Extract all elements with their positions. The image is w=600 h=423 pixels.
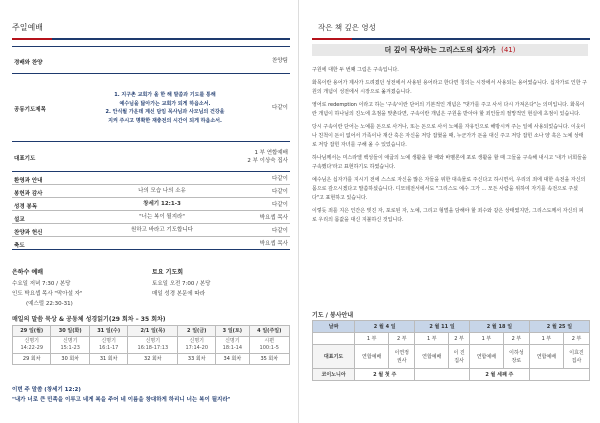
- duty-table: [312, 320, 590, 381]
- worship-leader: 다같이: [272, 188, 288, 195]
- reading-passage: 신명기 16:1-17: [89, 337, 127, 354]
- reading-round: 34 회차: [216, 354, 249, 365]
- worship-row: [12, 46, 290, 74]
- duty-koinonia: 2 월 세째 주: [469, 369, 529, 381]
- reading-day: 4 일(주일): [249, 326, 290, 337]
- title-rule: [12, 38, 290, 40]
- reading-round: 30 회차: [51, 354, 89, 365]
- worship-row: [12, 198, 290, 211]
- duty-part: 1 부: [415, 333, 449, 345]
- worship-label: 공동기도제목: [14, 107, 46, 113]
- duty-prayer-label: 대표기도: [313, 345, 355, 369]
- worship-leader: 박요셉 목사: [259, 240, 288, 247]
- reading-day: 31 일(수): [89, 326, 127, 337]
- duty-date: 2 월 25 일: [529, 321, 589, 333]
- worship-label: 경배와 찬양: [14, 60, 43, 66]
- duty-prayer: 이효진 집사: [563, 345, 589, 369]
- article-paragraph: 당시 구속이란 단어는 노예를 돈으로 사거나, 또는 돈으로 사서 노예를 자유인으로 해방시켜 주는 일에 사용되었습니다. 이웃이나 친척이 돈이 없어서 가족이나 재산 혹은 자신을 저당 잡혔을 때, 누군가가 돈을 대신 주고 저당 잡힌 소나 양 혹은 노예 상태로 저당 잡힌 자녀를 구해 올 수 있었습니다.: [312, 124, 586, 148]
- column-title: 작은 책 깊은 영성: [318, 23, 376, 32]
- reading-round: 33 회차: [178, 354, 216, 365]
- reading-passage: 시편 100:1-5: [249, 337, 290, 354]
- duty-part: 1 부: [469, 333, 503, 345]
- left-page: [0, 0, 299, 423]
- right-page: [300, 0, 600, 423]
- duty-date-label: 날짜: [313, 321, 355, 333]
- reading-round: 35 회차: [249, 354, 290, 365]
- title-rule-accent: [312, 38, 352, 40]
- saturday-line: 매일 성경 본문에 따라: [152, 291, 206, 297]
- reading-day: 2/1 일(목): [128, 326, 178, 337]
- article-paragraph: 예수님은 십자가를 지시기 전에 스스로 자신을 많은 자들을 위한 대속물로 주신다고 하시면서, 우리의 죄에 대한 속전을 자신의 몸으로 갚으시겠다고 말씀하셨습니다. 디모데전서에서도 "그리스도 예수 그가 ... 모든 사람을 위하여 자기를 속전으로 주셨다"고 표현하고 있습니다.: [312, 177, 586, 201]
- duty-koinonia: [415, 369, 470, 381]
- reading-round: 31 회차: [89, 354, 127, 365]
- worship-row: [12, 172, 290, 185]
- worship-row: [12, 142, 290, 172]
- reading-day: 29 일(월): [13, 326, 51, 337]
- worship-label: 성경 봉독: [14, 203, 38, 210]
- duty-date: 2 월 18 일: [469, 321, 529, 333]
- duty-date: 2 월 4 일: [355, 321, 415, 333]
- title-rule-accent: [12, 38, 52, 40]
- wednesday-service: [12, 267, 142, 307]
- title-rule: [312, 38, 590, 40]
- worship-row: [12, 185, 290, 198]
- worship-leader: 박요셉 목사: [259, 214, 288, 221]
- worship-leader: 1 부 연합예배 2 부 이상숙 집사: [247, 150, 288, 164]
- duty-prayer: 연합예배: [529, 345, 563, 369]
- duty-koinonia: 2 월 첫 주: [355, 369, 415, 381]
- article-subtitle: [312, 44, 588, 56]
- worship-detail: 원하고 바라고 기도합니다: [131, 227, 193, 234]
- duty-prayer: 이 진 집사: [449, 345, 470, 369]
- article-paragraph: 영어로 redemption 이라고 하는 '구속'이란 단어의 기본적인 개념은 "댓가를 주고 사서 다시 가져온다"는 의미입니다. 화목이란 개념이 하나님의 진노에 초점을 맞춘다면, 구속이란 개념은 구원을 받아야 할 죄인들의 절망적인 현실에 초점이 있습니다.: [312, 102, 585, 117]
- page-title: 주일예배: [12, 23, 43, 32]
- reading-passage: 신명기 14:22-29: [13, 337, 51, 354]
- duty-corner: [313, 333, 355, 345]
- duty-part: 1 부: [355, 333, 389, 345]
- reading-round: 29 회차: [13, 354, 51, 365]
- worship-detail: 나의 모습 나의 소유: [138, 188, 186, 195]
- duty-part: 2 부: [563, 333, 589, 345]
- duty-prayer: 연합예배: [355, 345, 389, 369]
- wednesday-title: 은하수 예배: [12, 269, 44, 276]
- duty-koinonia-label: 코이노니아: [313, 369, 355, 381]
- duty-title: 기도 / 봉사안내: [312, 312, 354, 319]
- worship-row: [12, 74, 290, 142]
- worship-label: 축도: [14, 242, 25, 249]
- wednesday-line: 인도 박요셉 목사 "막아설 자": [12, 291, 83, 297]
- duty-part: 2 부: [449, 333, 470, 345]
- duty-part: 2 부: [389, 333, 415, 345]
- reading-passage: 신명기 18:1-14: [216, 337, 249, 354]
- worship-label: 찬양과 헌신: [14, 229, 43, 236]
- weekly-verse-ref: 이번 주 말씀 (창세기 12:2): [12, 387, 81, 393]
- worship-leader: 다같이: [272, 105, 288, 111]
- reading-plan-table: [12, 325, 290, 365]
- reading-passage: 신명기 15:1-23: [51, 337, 89, 354]
- duty-date: 2 월 11 일: [415, 321, 470, 333]
- reading-passage: 신명기 17:14-20: [178, 337, 216, 354]
- worship-label: 환영과 안내: [14, 177, 43, 184]
- reading-round: 32 회차: [128, 354, 178, 365]
- saturday-prayer: [152, 267, 290, 297]
- worship-label: 봉헌과 감사: [14, 190, 43, 197]
- reading-day: 3 일(토): [216, 326, 249, 337]
- duty-prayer: 이하성 장로: [503, 345, 529, 369]
- worship-detail: 1. 지구촌 교회가 올 한 해 말씀과 기도를 통해 예수님을 닮아가는 교회가 되게 하옵소서. 2. 안식월 가운데 계신 담임 목사님과 사모님의 건강을 지켜 주시고 명확한 재충전의 시간이 되게 하옵소서.: [105, 92, 225, 124]
- duty-prayer: 연합예배: [469, 345, 503, 369]
- article-number: (41): [501, 46, 516, 54]
- reading-passage: 신명기 16:18-17:13: [128, 337, 178, 354]
- weekly-verse-text: "내가 너로 큰 민족을 이루고 네게 복을 주어 네 이름을 창대하게 하리니 너는 복이 될지라": [12, 397, 231, 403]
- duty-koinonia: [529, 369, 589, 381]
- duty-prayer: 연합예배: [415, 345, 449, 369]
- worship-row: [12, 237, 290, 250]
- article-paragraph: 구원에 대한 두 번째 그림은 구속입니다.: [312, 67, 399, 73]
- article-paragraph: 화목이란 용어가 제사가 드려졌던 성전에서 사용된 용어라고 한다면 칭의는 시장에서 사용되는 용어였습니다. 십자가로 인한 구원의 개념이 성전에서 시장으로 옮겨졌습니다.: [312, 80, 588, 95]
- saturday-line: 토요일 오전 7:00 / 본당: [152, 281, 211, 287]
- article-subtitle-text: 더 깊이 묵상하는 그리스도의 십자가: [384, 46, 496, 54]
- worship-row: [12, 211, 290, 224]
- saturday-title: 토요 기도회: [152, 269, 184, 276]
- worship-label: 대표기도: [14, 156, 36, 162]
- duty-part: 1 부: [529, 333, 563, 345]
- wednesday-line: (예스럴 22:30-31): [26, 301, 73, 307]
- duty-prayer: 이연정 권사: [389, 345, 415, 369]
- duty-part: 2 부: [503, 333, 529, 345]
- worship-label: 설교: [14, 216, 25, 223]
- worship-row: [12, 224, 290, 237]
- worship-leader: 다같이: [272, 227, 288, 234]
- reading-day: 2 일(금): [178, 326, 216, 337]
- article-paragraph: 하나님께서는 미스라엘 백성들이 애굽의 노예 생활을 할 때와 바벨론에 포로 생활을 할 때 그들을 구속해 내시고 '내가 너희들을 구속했다'라고 표현하기도 하였습니다.: [312, 155, 587, 170]
- worship-leader: 찬양팀: [272, 58, 288, 64]
- worship-leader: 다같이: [272, 175, 288, 182]
- wednesday-line: 수요일 저녁 7:30 / 본당: [12, 281, 71, 287]
- worship-detail: "너는 복이 될지라": [139, 214, 185, 221]
- article-paragraph: 이렇듯 죄를 지은 인간은 빚진 자, 포로된 자, 노예, 그리고 형벌을 담해야 할 죄수와 같은 상태였지만, 그리스도께서 자신의 피로 우리의 몸값을 대신 지불하신 것입니다.: [312, 208, 584, 223]
- reading-plan-title: 매일의 말씀 묵상 & 공동체 성경읽기(29 회차 – 35 회차): [12, 316, 166, 323]
- worship-leader: 다같이: [272, 201, 288, 208]
- reading-day: 30 일(화): [51, 326, 89, 337]
- worship-detail: 창세기 12:1-3: [143, 201, 181, 208]
